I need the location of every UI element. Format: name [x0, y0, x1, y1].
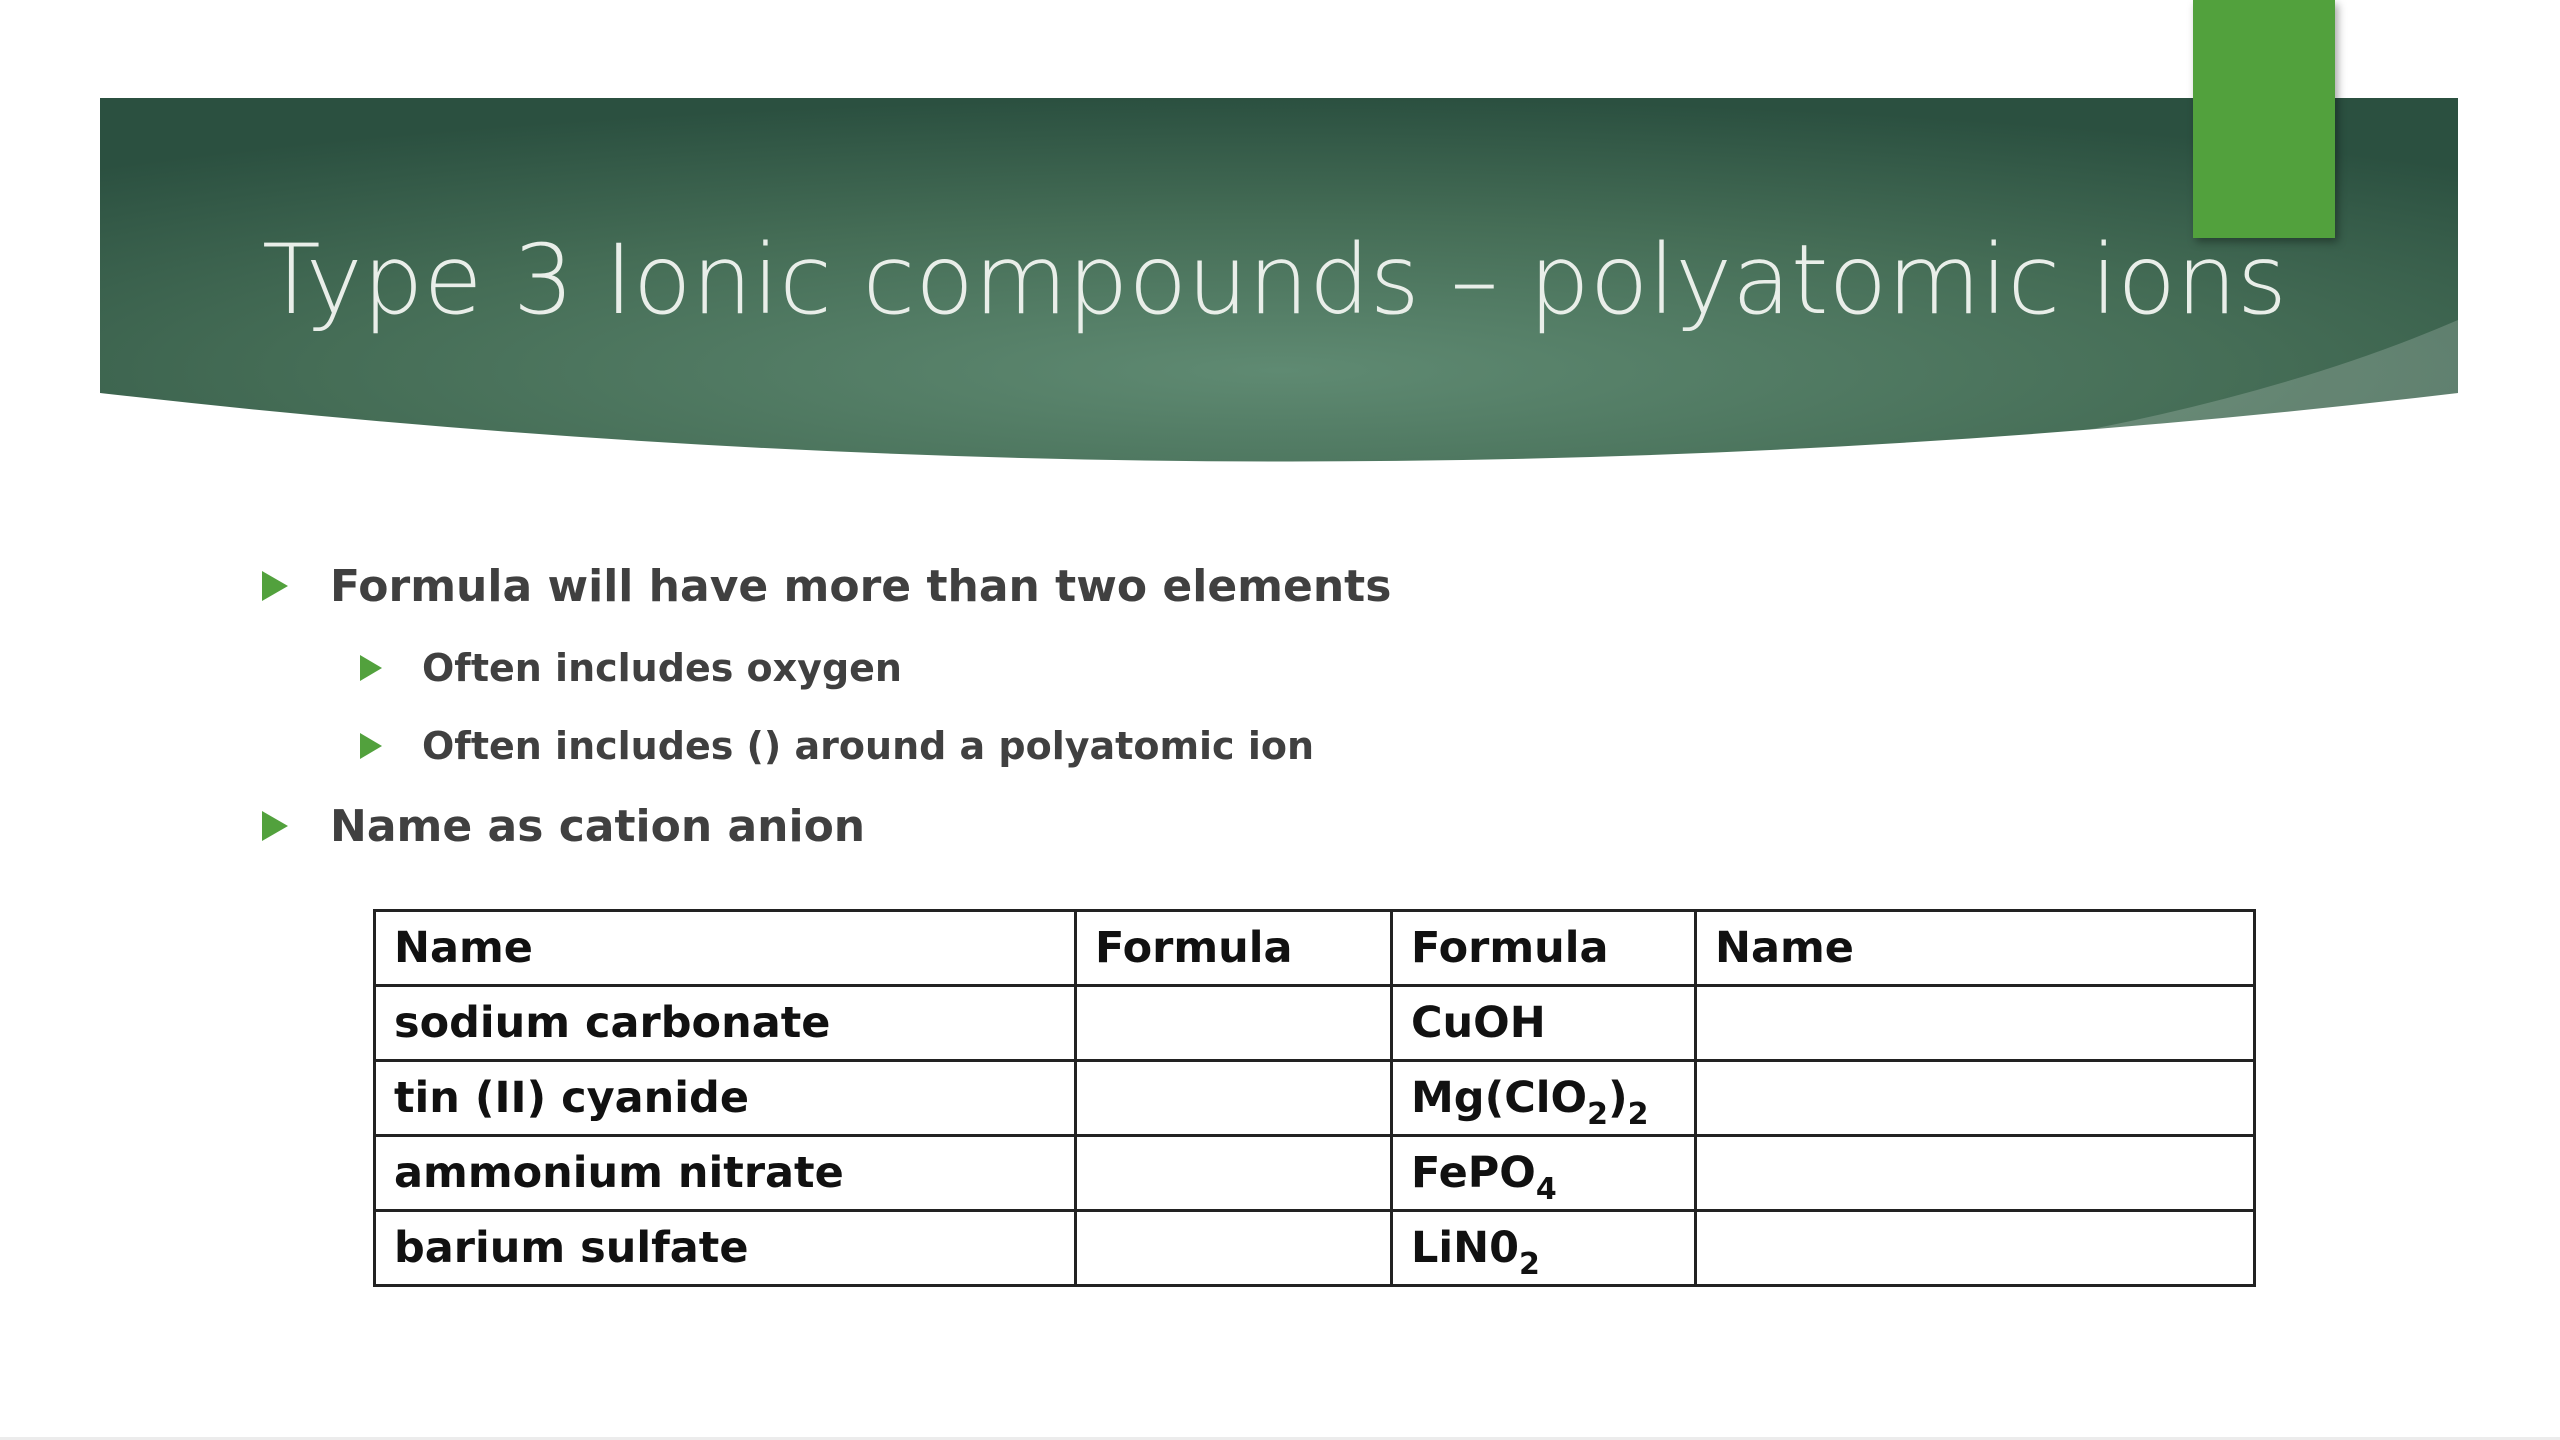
- table-row: [375, 1136, 2255, 1211]
- compound-formula: FePO$_4$: [1392, 1136, 1696, 1211]
- table-row: [375, 986, 2255, 1061]
- formula-answer-cell: [1076, 1136, 1392, 1211]
- bullet-arrow-icon: [360, 733, 382, 759]
- compound-formula: $LiN0_2$: [1392, 1211, 1696, 1286]
- name-answer-cell: [1696, 986, 2255, 1061]
- bullet-text: Formula will have more than two elements: [330, 560, 1392, 612]
- compound-formula: $Mg(ClO_2)_2$: [1392, 1061, 1696, 1136]
- compound-name: tin (II) cyanide: [375, 1061, 1076, 1136]
- compound-name: barium sulfate: [375, 1211, 1076, 1286]
- formula-answer-cell: [1076, 986, 1392, 1061]
- bullet-arrow-icon: [360, 655, 382, 681]
- compound-formula: CuOH: [1392, 986, 1696, 1061]
- slide-title: Type 3 Ionic compounds – polyatomic ions: [262, 224, 2287, 336]
- table-header-row: [375, 911, 2255, 986]
- formula-answer-cell: [1076, 1061, 1392, 1136]
- name-answer-cell: [1696, 1136, 2255, 1211]
- bullet-text: Often includes () around a polyatomic ion: [422, 724, 1314, 768]
- compound-name: ammonium nitrate: [375, 1136, 1076, 1211]
- table-row: [375, 1061, 2255, 1136]
- bullet-item: [360, 720, 1314, 772]
- bullet-item: [262, 796, 865, 856]
- bullet-text: Name as cation anion: [330, 800, 866, 852]
- name-answer-cell: [1696, 1211, 2255, 1286]
- header-name: Name: [1696, 911, 2255, 986]
- bullet-arrow-icon: [262, 811, 288, 841]
- table-row: [375, 1211, 2255, 1286]
- header-name: Name: [375, 911, 1076, 986]
- formula-answer-cell: [1076, 1211, 1392, 1286]
- header-formula: Formula: [1076, 911, 1392, 986]
- bullet-item: [262, 556, 1391, 616]
- bullet-text: Often includes oxygen: [422, 646, 902, 690]
- bullet-item: [360, 642, 902, 694]
- compounds-table: [373, 909, 2256, 1287]
- header-formula: Formula: [1392, 911, 1696, 986]
- bullet-arrow-icon: [262, 571, 288, 601]
- compound-name: sodium carbonate: [375, 986, 1076, 1061]
- name-answer-cell: [1696, 1061, 2255, 1136]
- accent-tab: [2193, 0, 2335, 238]
